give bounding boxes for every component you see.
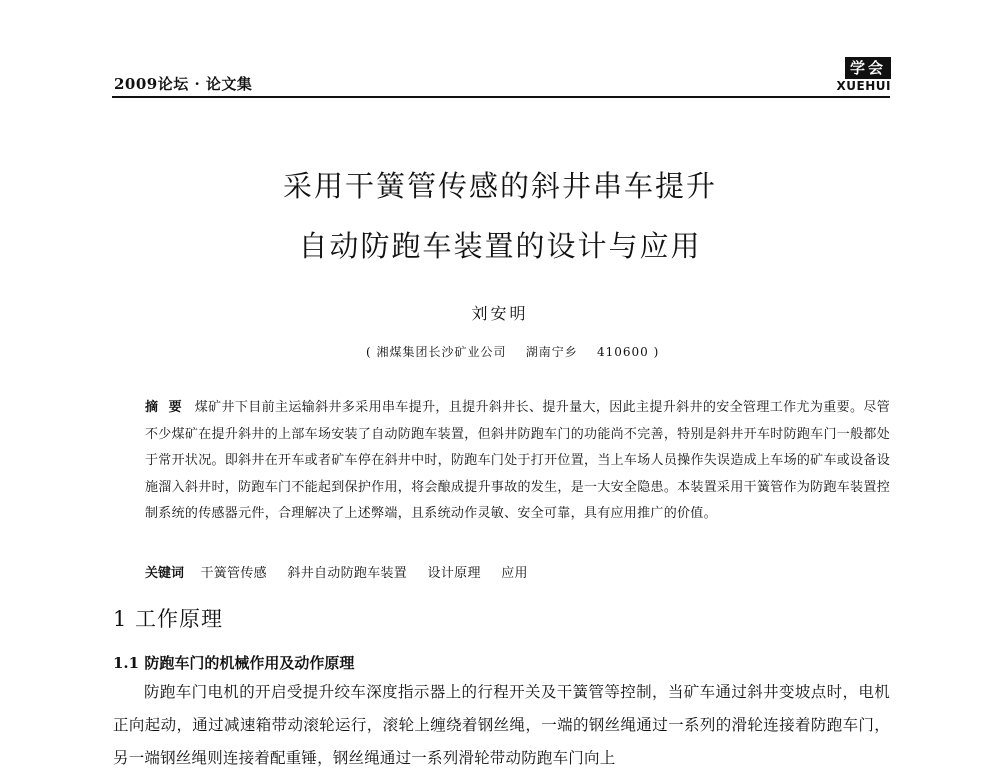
abstract-block — [145, 395, 890, 528]
paper-title-line-1: 采用干簧管传感的斜井串车提升 — [282, 169, 717, 203]
logo-cn-badge: 学会 — [845, 57, 891, 79]
abstract-label: 摘 要 — [145, 400, 185, 415]
author-affiliation: ( 湘煤集团长沙矿业公司 湖南宁乡 410600 ) — [366, 345, 660, 359]
header-rule — [112, 96, 890, 98]
keyword-item: 设计原理 — [427, 566, 481, 581]
journal-header: 2009论坛 · 论文集 — [114, 75, 253, 93]
keyword-item: 斜井自动防跑车装置 — [287, 566, 408, 581]
keywords-label: 关键词 — [145, 566, 185, 581]
subsection-heading: 1.1 防跑车门的机械作用及动作原理 — [113, 654, 355, 672]
body-paragraph: 防跑车门电机的开启受提升绞车深度指示器上的行程开关及干簧管等控制，当矿车通过斜井变坡点时，电机正向起动，通过减速箱带动滚轮运行，滚轮上缠绕着钢丝绳，一端的钢丝绳通过一系列的滑轮连接着防跑车门，另一端钢丝绳则连接着配重锤，钢丝绳通过一系列滑轮带动防跑车门向上 — [113, 683, 890, 767]
keyword-item: 干簧管传感 — [200, 566, 267, 581]
section-heading: 1 工作原理 — [113, 607, 224, 631]
paper-title-line-2: 自动防跑车装置的设计与应用 — [298, 229, 702, 263]
keywords-block — [145, 562, 544, 581]
xuehui-logo — [829, 57, 891, 95]
abstract-text: 煤矿井下目前主运输斜井多采用串车提升，且提升斜井长、提升量大，因此主提升斜井的安全管理工作尤为重要。尽管不少煤矿在提升斜井的上部车场安装了自动防跑车装置，但斜井防跑车门的功能尚不完善，特别是斜井开车时防跑车门一般都处于常开状况。即斜井在开车或者矿车停在斜井中时，防跑车门处于打开位置，当上车场人员操作失误造成上车场的矿车或设备设施溜入斜井时，防跑车门不能起到保护作用，将会酿成提升事故的发生，是一大安全隐患。本装置采用干簧管作为防跑车装置控制系统的传感器元件，合理解决了上述弊端，且系统动作灵敏、安全可靠，具有应用推广的价值。 — [145, 400, 890, 521]
keyword-item: 应用 — [501, 566, 528, 581]
author-name: 刘安明 — [471, 304, 529, 323]
logo-en-text: XUEHUI — [836, 79, 891, 93]
